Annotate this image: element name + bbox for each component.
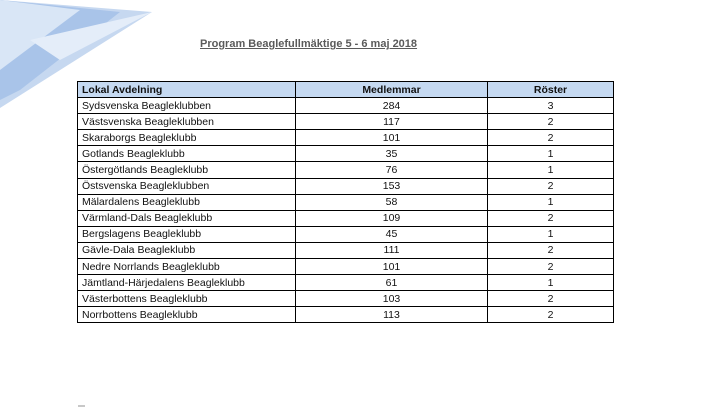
club-name-cell: Västerbottens Beagleklubb [78, 291, 296, 307]
members-cell: 101 [296, 130, 488, 146]
members-cell: 76 [296, 162, 488, 178]
club-name-cell: Östergötlands Beagleklubb [78, 162, 296, 178]
column-header-roster: Röster [488, 82, 614, 98]
votes-cell: 1 [488, 162, 614, 178]
club-name-cell: Västsvenska Beagleklubben [78, 114, 296, 130]
table-row [78, 114, 614, 130]
table-row [78, 259, 614, 275]
members-cell: 117 [296, 114, 488, 130]
votes-cell: 1 [488, 194, 614, 210]
page-edge-mark [78, 405, 85, 407]
club-name-cell: Norrbottens Beagleklubb [78, 307, 296, 323]
club-name-cell: Nedre Norrlands Beagleklubb [78, 259, 296, 275]
club-name-cell: Bergslagens Beagleklubb [78, 226, 296, 242]
table-row [78, 307, 614, 323]
club-name-cell: Gävle-Dala Beagleklubb [78, 242, 296, 258]
members-cell: 109 [296, 210, 488, 226]
votes-cell: 2 [488, 210, 614, 226]
members-cell: 45 [296, 226, 488, 242]
club-name-cell: Värmland-Dals Beagleklubb [78, 210, 296, 226]
table-row [78, 98, 614, 114]
document-title: Program Beaglefullmäktige 5 - 6 maj 2018 [200, 38, 418, 50]
members-cell: 284 [296, 98, 488, 114]
table-row [78, 275, 614, 291]
members-cell: 58 [296, 194, 488, 210]
votes-cell: 2 [488, 259, 614, 275]
members-cell: 111 [296, 242, 488, 258]
table-row [78, 210, 614, 226]
members-cell: 113 [296, 307, 488, 323]
members-cell: 101 [296, 259, 488, 275]
votes-cell: 1 [488, 226, 614, 242]
table-row [78, 226, 614, 242]
column-header-avdelning: Lokal Avdelning [78, 82, 296, 98]
table-row [78, 130, 614, 146]
table-row [78, 146, 614, 162]
votes-cell: 1 [488, 146, 614, 162]
votes-cell: 2 [488, 130, 614, 146]
members-cell: 61 [296, 275, 488, 291]
club-name-cell: Mälardalens Beagleklubb [78, 194, 296, 210]
votes-cell: 1 [488, 275, 614, 291]
votes-cell: 2 [488, 114, 614, 130]
club-name-cell: Östsvenska Beagleklubben [78, 178, 296, 194]
votes-cell: 2 [488, 242, 614, 258]
table-row [78, 178, 614, 194]
votes-cell: 2 [488, 307, 614, 323]
table-row [78, 291, 614, 307]
table-header-row [78, 82, 614, 98]
club-name-cell: Jämtland-Härjedalens Beagleklubb [78, 275, 296, 291]
votes-cell: 3 [488, 98, 614, 114]
members-cell: 103 [296, 291, 488, 307]
table-row [78, 242, 614, 258]
members-cell: 153 [296, 178, 488, 194]
column-header-medlemmar: Medlemmar [296, 82, 488, 98]
club-name-cell: Sydsvenska Beagleklubben [78, 98, 296, 114]
club-name-cell: Skaraborgs Beagleklubb [78, 130, 296, 146]
table-row [78, 194, 614, 210]
votes-cell: 2 [488, 178, 614, 194]
table-row [78, 162, 614, 178]
club-name-cell: Gotlands Beagleklubb [78, 146, 296, 162]
members-table [77, 81, 614, 323]
members-cell: 35 [296, 146, 488, 162]
votes-cell: 2 [488, 291, 614, 307]
